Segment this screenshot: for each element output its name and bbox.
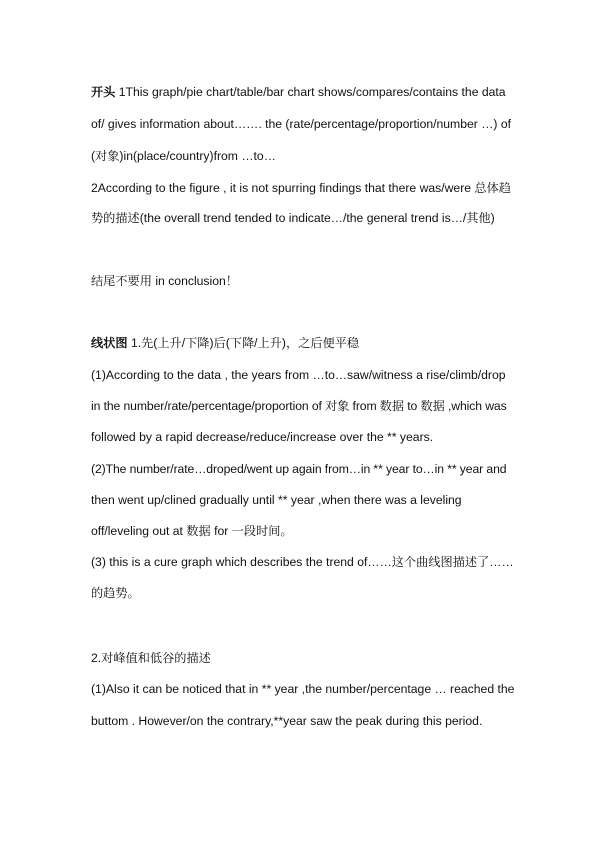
line-graph-item-3a: (3) this is a cure graph which describes the trend of……这个曲线图描述了……: [91, 555, 514, 569]
line-graph-heading: 线状图: [91, 336, 128, 350]
opening-heading: 开头: [91, 85, 116, 99]
opening-line-4: 2According to the figure , it is not spurring findings that there was/were 总体趋: [91, 181, 511, 195]
opening-line-3: (对象)in(place/country)from …to…: [91, 149, 276, 163]
line-graph-heading-text: 1.先(上升/下降)后(下降/上升)，之后便平稳: [127, 336, 360, 350]
line-graph-item-2b: then went up/clined gradually until ** year ,when there was a leveling: [91, 493, 462, 507]
opening-line-5: 势的描述(the overall trend tended to indicate…/the general trend is…/其他): [91, 211, 495, 225]
line-graph-item-1a: (1)According to the data , the years from …to…saw/witness a rise/climb/drop: [91, 368, 506, 382]
ending-note: 结尾不要用 in conclusion！: [91, 274, 238, 288]
line-graph-item-1c: followed by a rapid decrease/reduce/increase over the ** years.: [91, 430, 434, 444]
line-graph-item-2a: (2)The number/rate…droped/went up again from…in ** year to…in ** year and: [91, 462, 507, 476]
line-graph-item-3b: 的趋势。: [91, 586, 140, 600]
opening-line-2: of/ gives information about……. the (rate/percentage/proportion/number …) of: [91, 117, 512, 131]
peak-trough-item-1a: (1)Also it can be noticed that in ** year ,the number/percentage … reached the: [91, 682, 515, 696]
line-graph-item-1b: in the number/rate/percentage/proportion of 对象 from 数据 to 数据 ,which was: [91, 399, 507, 413]
line-graph-item-2c: off/leveling out at 数据 for 一段时间。: [91, 524, 293, 538]
peak-trough-heading: 2.对峰值和低谷的描述: [91, 651, 211, 665]
opening-line-1: [91, 84, 506, 100]
peak-trough-item-1b: buttom . However/on the contrary,**year saw the peak during this period.: [91, 714, 483, 728]
opening-text: 1This graph/pie chart/table/bar chart shows/compares/contains the data: [115, 85, 506, 99]
line-graph-heading-line: [91, 335, 359, 351]
